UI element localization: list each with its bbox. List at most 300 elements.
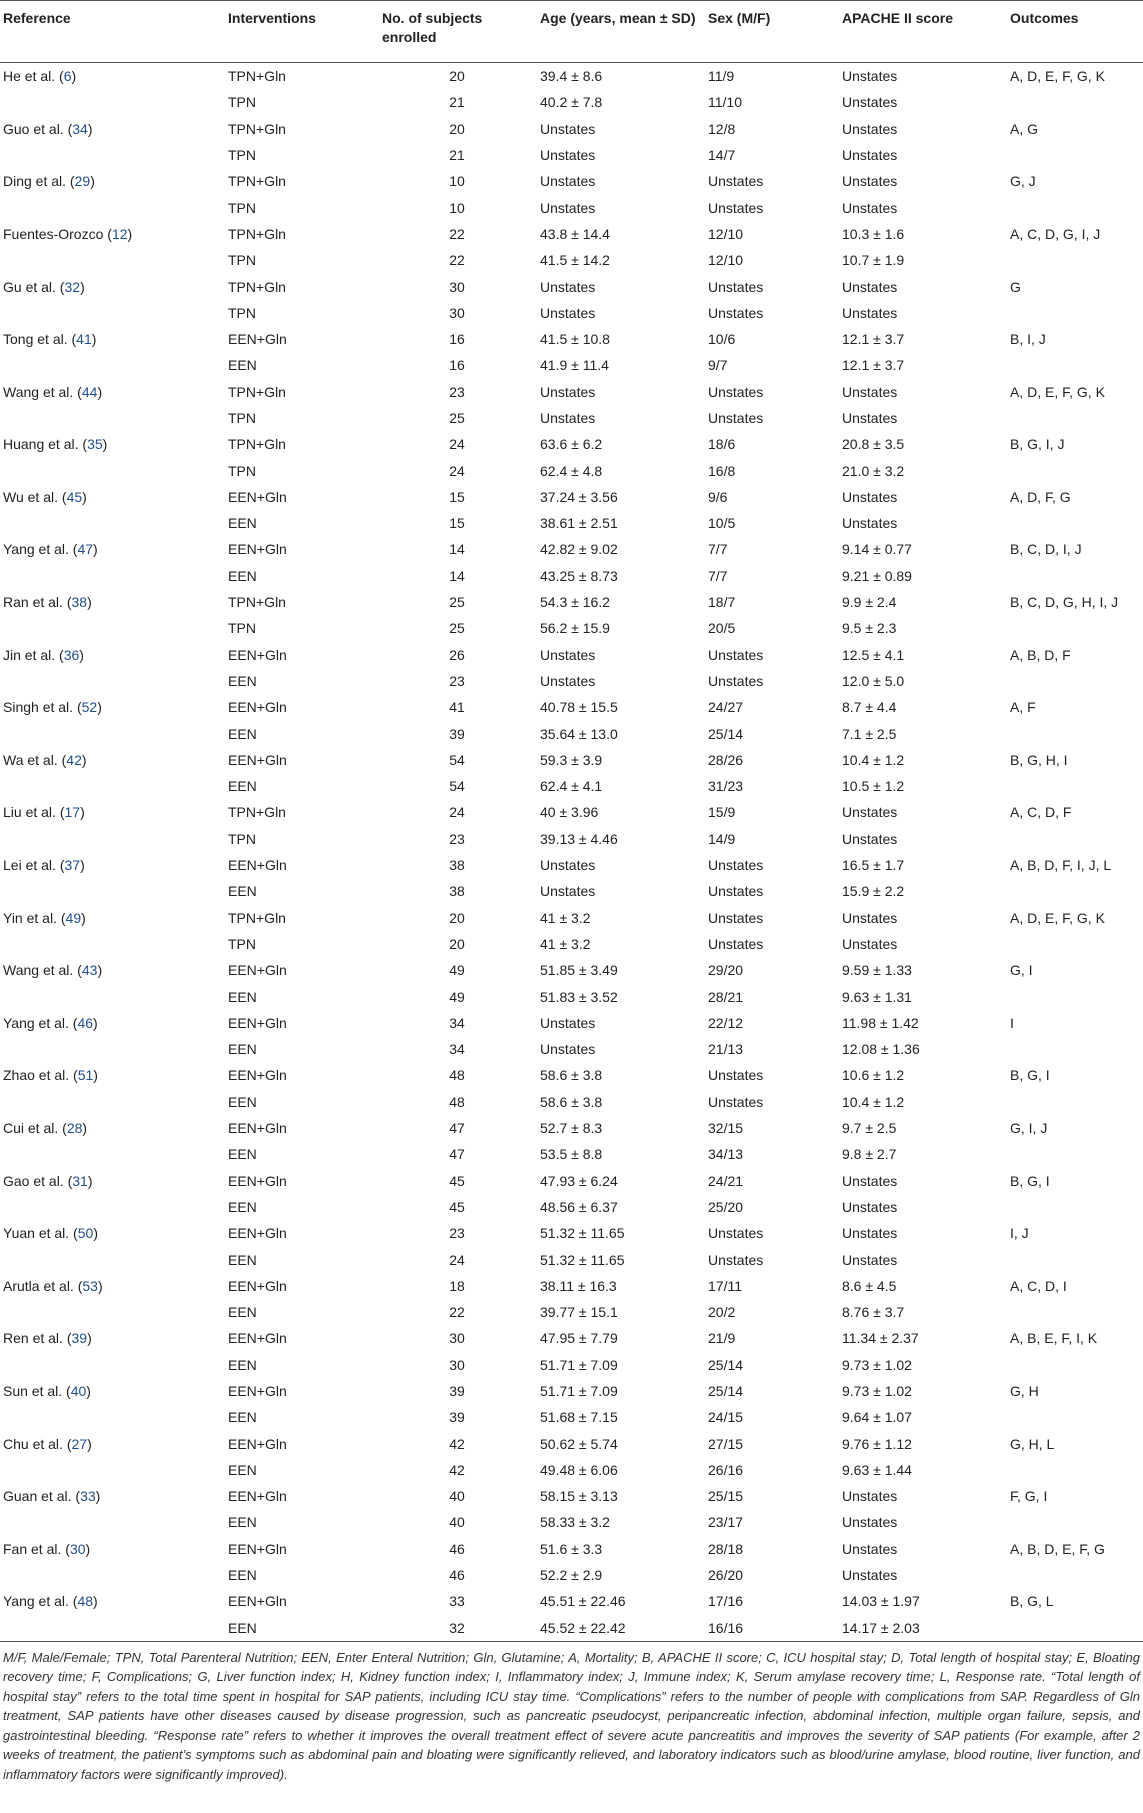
subjects-cell: 42 xyxy=(449,1461,465,1478)
apache-cell: Unstates xyxy=(842,830,898,847)
reference-cell: Zhao et al. (51) xyxy=(3,1067,98,1084)
table-row xyxy=(0,905,1143,931)
citation-link[interactable]: 30 xyxy=(69,1540,86,1557)
sex-cell: 27/15 xyxy=(708,1435,744,1452)
reference-author: Ding et al. xyxy=(3,173,67,190)
sex-cell: 24/15 xyxy=(708,1409,744,1426)
table-row xyxy=(0,247,1143,273)
citation-link[interactable]: 32 xyxy=(64,278,81,295)
reference-cell xyxy=(0,510,224,536)
age-cell: Unstates xyxy=(540,410,596,426)
age-cell: 35.64 ± 13.0 xyxy=(540,725,618,742)
age-cell: 51.32 ± 11.65 xyxy=(540,1225,625,1242)
age-cell: 51.71 ± 7.09 xyxy=(540,1356,618,1373)
apache-cell: 20.8 ± 3.5 xyxy=(842,436,905,453)
subjects-cell: 16 xyxy=(449,331,465,348)
table-row xyxy=(0,957,1143,983)
age-cell: 40 ± 3.96 xyxy=(540,804,599,821)
apache-cell: 12.0 ± 5.0 xyxy=(842,672,905,689)
outcomes-cell xyxy=(1006,142,1143,168)
intervention-cell: EEN+Gln xyxy=(228,646,287,663)
subjects-cell: 24 xyxy=(449,462,465,479)
outcomes-cell xyxy=(1006,563,1143,589)
citation-link[interactable]: 6 xyxy=(63,68,72,85)
apache-cell: Unstates xyxy=(842,488,898,505)
reference-cell xyxy=(0,300,224,326)
table-row xyxy=(0,589,1143,615)
table-row xyxy=(0,747,1143,773)
age-cell: 50.62 ± 5.74 xyxy=(540,1435,618,1452)
table-row xyxy=(0,1062,1143,1088)
table-row xyxy=(0,1615,1143,1642)
reference-author: Ran et al. xyxy=(3,594,63,611)
apache-cell: Unstates xyxy=(842,515,898,532)
table-row xyxy=(0,852,1143,878)
reference-cell xyxy=(0,1509,224,1535)
apache-cell: 12.1 ± 3.7 xyxy=(842,357,905,374)
subjects-cell: 34 xyxy=(449,1041,465,1058)
citation-link[interactable]: 42 xyxy=(66,751,82,768)
reference-author: Yuan et al. xyxy=(3,1225,70,1242)
outcomes-cell: A, D, E, F, G, K xyxy=(1010,909,1105,926)
apache-cell: 14.17 ± 2.03 xyxy=(838,1615,1006,1642)
reference-cell xyxy=(0,668,224,694)
apache-cell: 9.14 ± 0.77 xyxy=(842,541,912,558)
reference-cell xyxy=(0,1036,224,1062)
table-row xyxy=(0,1036,1143,1062)
apache-cell: Unstates xyxy=(842,147,898,164)
apache-cell: 16.5 ± 1.7 xyxy=(842,857,905,874)
subjects-cell: 20 xyxy=(449,68,465,85)
age-cell: 48.56 ± 6.37 xyxy=(540,1198,618,1215)
sex-cell: Unstates xyxy=(708,646,764,663)
outcomes-cell xyxy=(1006,931,1143,957)
subjects-cell: 22 xyxy=(449,225,465,242)
sex-cell: 24/27 xyxy=(708,699,744,716)
reference-author: Lei et al. xyxy=(3,857,56,874)
subjects-cell: 23 xyxy=(449,1225,465,1242)
reference-cell xyxy=(0,1562,224,1588)
sex-cell: 14/7 xyxy=(708,147,736,164)
reference-cell: Ran et al. (38) xyxy=(3,594,92,611)
reference-author: He et al. xyxy=(3,68,56,85)
citation-link[interactable]: 35 xyxy=(87,436,103,453)
age-cell: 39.4 ± 8.6 xyxy=(540,68,603,85)
reference-cell xyxy=(0,826,224,852)
intervention-cell: EEN+Gln xyxy=(228,751,287,768)
intervention-cell: EEN+Gln xyxy=(228,857,287,874)
citation-link[interactable]: 39 xyxy=(71,1330,88,1347)
intervention-cell: EEN xyxy=(228,1041,257,1058)
header-apache: APACHE II score xyxy=(838,1,1006,63)
reference-cell: Yang et al. (47) xyxy=(3,541,98,558)
citation-link[interactable]: 38 xyxy=(71,594,88,611)
sex-cell: 32/15 xyxy=(708,1120,744,1137)
subjects-cell: 40 xyxy=(449,1488,465,1505)
age-cell: 37.24 ± 3.56 xyxy=(540,488,618,505)
citation-link[interactable]: 53 xyxy=(82,1277,98,1294)
apache-cell: 8.76 ± 3.7 xyxy=(842,1304,905,1321)
age-cell: 58.33 ± 3.2 xyxy=(540,1514,610,1531)
subjects-cell: 42 xyxy=(449,1435,465,1452)
sex-cell: 9/7 xyxy=(708,357,728,374)
subjects-cell: 49 xyxy=(449,988,465,1005)
citation-link[interactable]: 51 xyxy=(77,1067,94,1084)
table-body xyxy=(0,63,1143,1642)
age-cell: 39.13 ± 4.46 xyxy=(540,830,618,847)
subjects-cell: 30 xyxy=(449,1330,465,1347)
table-header xyxy=(0,1,1143,63)
intervention-cell: EEN xyxy=(228,1461,257,1478)
table-row xyxy=(0,983,1143,1009)
reference-cell xyxy=(0,247,224,273)
sex-cell: 20/2 xyxy=(708,1304,736,1321)
citation-link[interactable]: 34 xyxy=(72,120,88,137)
age-cell: 54.3 ± 16.2 xyxy=(540,594,610,611)
subjects-cell: 33 xyxy=(449,1593,465,1610)
apache-cell: 9.73 ± 1.02 xyxy=(842,1382,912,1399)
reference-cell xyxy=(0,352,224,378)
table-row xyxy=(0,221,1143,247)
citation-link[interactable]: 52 xyxy=(81,699,98,716)
citation-link[interactable]: 44 xyxy=(81,383,98,400)
age-cell: 42.82 ± 9.02 xyxy=(540,541,618,558)
outcomes-cell xyxy=(1006,1404,1143,1430)
subjects-cell: 25 xyxy=(449,594,465,611)
subjects-cell: 20 xyxy=(449,935,465,952)
citation-link[interactable]: 33 xyxy=(80,1488,96,1505)
outcomes-cell: A, D, E, F, G, K xyxy=(1010,383,1105,400)
sex-cell: 9/6 xyxy=(708,488,728,505)
age-cell: 51.32 ± 11.65 xyxy=(540,1251,625,1268)
subjects-cell: 40 xyxy=(449,1514,465,1531)
subjects-cell: 45 xyxy=(449,1198,465,1215)
outcomes-cell xyxy=(1006,983,1143,1009)
citation-link[interactable]: 45 xyxy=(66,488,83,505)
subjects-cell: 23 xyxy=(449,383,465,400)
subjects-cell: 16 xyxy=(449,357,465,374)
reference-cell: Fuentes-Orozco (12) xyxy=(3,225,133,242)
subjects-cell: 54 xyxy=(449,778,465,795)
intervention-cell: TPN xyxy=(228,304,256,321)
sex-cell: 25/20 xyxy=(708,1198,744,1215)
apache-cell: Unstates xyxy=(842,383,898,400)
reference-cell: Chu et al. (27) xyxy=(3,1435,92,1452)
age-cell: 47.95 ± 7.79 xyxy=(540,1330,618,1347)
sex-cell: 23/17 xyxy=(708,1514,744,1531)
citation-link[interactable]: 27 xyxy=(71,1435,88,1452)
apache-cell: 9.73 ± 1.02 xyxy=(842,1356,912,1373)
table-row xyxy=(0,720,1143,746)
reference-cell xyxy=(0,1089,224,1115)
outcomes-cell: B, C, D, G, H, I, J xyxy=(1010,594,1119,611)
reference-cell: Guan et al. (33) xyxy=(3,1488,101,1505)
outcomes-cell xyxy=(1006,89,1143,115)
sex-cell: Unstates xyxy=(708,1225,764,1242)
table-row xyxy=(0,1457,1143,1483)
sex-cell: 25/14 xyxy=(708,725,744,742)
sex-cell: 12/10 xyxy=(708,225,744,242)
sex-cell: Unstates xyxy=(708,935,764,952)
table-row xyxy=(0,1483,1143,1509)
age-cell: 47.93 ± 6.24 xyxy=(540,1172,618,1189)
outcomes-cell: A, C, D, G, I, J xyxy=(1010,225,1101,242)
sex-cell: Unstates xyxy=(708,1251,764,1268)
age-cell: 58.15 ± 3.13 xyxy=(540,1488,618,1505)
sex-cell: Unstates xyxy=(708,672,764,689)
reference-cell: Tong et al. (41) xyxy=(3,331,97,348)
reference-cell xyxy=(0,142,224,168)
reference-cell: Singh et al. (52) xyxy=(3,699,102,716)
intervention-cell: EEN xyxy=(228,1251,257,1268)
outcomes-cell: A, B, D, E, F, G xyxy=(1010,1540,1105,1557)
header-interventions: Interventions xyxy=(224,1,378,63)
reference-cell xyxy=(0,1299,224,1325)
apache-cell: 9.64 ± 1.07 xyxy=(842,1409,912,1426)
citation-link[interactable]: 28 xyxy=(66,1120,83,1137)
apache-cell: 10.4 ± 1.2 xyxy=(842,1093,905,1110)
table-row xyxy=(0,878,1143,904)
intervention-cell: EEN+Gln xyxy=(228,541,287,558)
table-row xyxy=(0,379,1143,405)
reference-author: Fan et al. xyxy=(3,1540,62,1557)
sex-cell: Unstates xyxy=(708,1093,764,1110)
citation-link[interactable]: 31 xyxy=(72,1172,88,1189)
reference-author: Gu et al. xyxy=(3,278,56,295)
citation-link[interactable]: 12 xyxy=(111,225,128,242)
apache-cell: 11.34 ± 2.37 xyxy=(842,1330,919,1347)
outcomes-cell xyxy=(1006,615,1143,641)
reference-cell: Arutla et al. (53) xyxy=(3,1277,103,1294)
intervention-cell: EEN+Gln xyxy=(228,1435,287,1452)
table-row xyxy=(0,1509,1143,1535)
table-row xyxy=(0,194,1143,220)
age-cell: Unstates xyxy=(540,278,596,295)
age-cell: Unstates xyxy=(540,1014,596,1031)
apache-cell: 14.03 ± 1.97 xyxy=(842,1593,920,1610)
subjects-cell: 38 xyxy=(449,857,465,874)
intervention-cell: EEN xyxy=(228,883,257,900)
table-row xyxy=(0,1352,1143,1378)
subjects-cell: 24 xyxy=(449,804,465,821)
reference-cell xyxy=(0,1141,224,1167)
age-cell: Unstates xyxy=(540,1041,596,1058)
table-row xyxy=(0,352,1143,378)
sex-cell: 28/18 xyxy=(708,1540,744,1557)
outcomes-cell xyxy=(1006,352,1143,378)
header-outcomes: Outcomes xyxy=(1006,1,1143,63)
subjects-cell: 14 xyxy=(449,541,465,558)
citation-link[interactable]: 49 xyxy=(65,909,82,926)
apache-cell: Unstates xyxy=(842,1225,898,1242)
apache-cell: Unstates xyxy=(842,410,898,426)
outcomes-cell: I xyxy=(1010,1014,1014,1031)
table-row xyxy=(0,431,1143,457)
reference-author: Ren et al. xyxy=(3,1330,63,1347)
citation-link[interactable]: 36 xyxy=(63,646,80,663)
reference-author: Sun et al. xyxy=(3,1382,63,1399)
outcomes-cell: I, J xyxy=(1010,1225,1029,1242)
citation-link[interactable]: 29 xyxy=(74,173,91,190)
citation-link[interactable]: 50 xyxy=(77,1225,94,1242)
sex-cell: 15/9 xyxy=(708,804,736,821)
reference-author: Wu et al. xyxy=(3,488,58,505)
outcomes-cell: G, I xyxy=(1010,962,1033,979)
reference-cell xyxy=(0,194,224,220)
intervention-cell: TPN xyxy=(228,147,256,164)
citation-link[interactable]: 46 xyxy=(77,1014,94,1031)
reference-cell: Yin et al. (49) xyxy=(3,909,86,926)
age-cell: Unstates xyxy=(540,646,596,663)
intervention-cell: EEN xyxy=(228,1198,257,1215)
sex-cell: 28/21 xyxy=(708,988,744,1005)
age-cell: 53.5 ± 8.8 xyxy=(540,1146,603,1163)
outcomes-cell: A, B, D, F, I, J, L xyxy=(1010,857,1112,874)
outcomes-cell: B, G, I xyxy=(1010,1172,1050,1189)
reference-author: Zhao et al. xyxy=(3,1067,70,1084)
reference-author: Cui et al. xyxy=(3,1120,59,1137)
reference-cell: Huang et al. (35) xyxy=(3,436,108,453)
intervention-cell: TPN xyxy=(228,199,256,216)
citation-link[interactable]: 17 xyxy=(64,804,81,821)
table-row xyxy=(0,799,1143,825)
subjects-cell: 47 xyxy=(449,1120,465,1137)
age-cell: 62.4 ± 4.1 xyxy=(540,778,603,795)
outcomes-cell xyxy=(1006,1615,1143,1642)
intervention-cell: TPN+Gln xyxy=(228,225,286,242)
outcomes-cell xyxy=(1006,826,1143,852)
reference-author: Tong et al. xyxy=(3,331,68,348)
sex-cell: 25/14 xyxy=(708,1356,744,1373)
outcomes-cell xyxy=(1006,1246,1143,1272)
age-cell: 56.2 ± 15.9 xyxy=(540,620,610,637)
reference-author: Fuentes-Orozco xyxy=(3,225,104,242)
age-cell: 41.9 ± 11.4 xyxy=(540,357,609,374)
intervention-cell: TPN+Gln xyxy=(228,173,286,190)
intervention-cell: EEN+Gln xyxy=(228,1330,287,1347)
reference-cell: Ren et al. (39) xyxy=(3,1330,92,1347)
reference-cell xyxy=(0,405,224,431)
subjects-cell: 24 xyxy=(449,436,465,453)
apache-cell: Unstates xyxy=(842,304,898,321)
age-cell: 40.78 ± 15.5 xyxy=(540,699,618,716)
intervention-cell: EEN xyxy=(228,1567,257,1584)
table-row xyxy=(0,168,1143,194)
outcomes-cell xyxy=(1006,457,1143,483)
citation-link[interactable]: 48 xyxy=(77,1593,94,1610)
sex-cell: 31/23 xyxy=(708,778,744,795)
intervention-cell: EEN+Gln xyxy=(228,1277,287,1294)
subjects-cell: 48 xyxy=(449,1067,465,1084)
apache-cell: Unstates xyxy=(842,1540,898,1557)
intervention-cell: EEN+Gln xyxy=(228,1382,287,1399)
sex-cell: 21/9 xyxy=(708,1330,736,1347)
reference-author: Wang et al. xyxy=(3,383,74,400)
apache-cell: Unstates xyxy=(842,935,898,952)
citation-link[interactable]: 40 xyxy=(70,1382,87,1399)
table-row xyxy=(0,116,1143,142)
sex-cell: Unstates xyxy=(708,278,764,295)
sex-cell: Unstates xyxy=(708,410,764,426)
table-row xyxy=(0,1246,1143,1272)
table-row xyxy=(0,694,1143,720)
table-row xyxy=(0,1010,1143,1036)
subjects-cell: 32 xyxy=(378,1615,536,1642)
intervention-cell: EEN+Gln xyxy=(228,1014,287,1031)
citation-link[interactable]: 47 xyxy=(77,541,94,558)
intervention-cell: EEN+Gln xyxy=(228,1120,287,1137)
sex-cell: 25/14 xyxy=(708,1382,744,1399)
age-cell: 39.77 ± 15.1 xyxy=(540,1304,618,1321)
apache-cell: Unstates xyxy=(842,1567,898,1584)
reference-author: Yin et al. xyxy=(3,909,57,926)
outcomes-cell xyxy=(1006,405,1143,431)
reference-cell xyxy=(0,89,224,115)
outcomes-cell xyxy=(1006,1352,1143,1378)
outcomes-cell: A, B, E, F, I, K xyxy=(1010,1330,1098,1347)
intervention-cell: EEN xyxy=(228,567,257,584)
reference-cell xyxy=(0,1615,224,1642)
age-cell: Unstates xyxy=(540,173,596,190)
apache-cell: 9.9 ± 2.4 xyxy=(842,594,897,611)
outcomes-cell: F, G, I xyxy=(1010,1488,1048,1505)
table-row xyxy=(0,1430,1143,1456)
table-row xyxy=(0,1089,1143,1115)
citation-link[interactable]: 43 xyxy=(81,962,98,979)
reference-cell xyxy=(0,1194,224,1220)
sex-cell: 11/9 xyxy=(708,68,735,85)
apache-cell: Unstates xyxy=(842,199,898,216)
subjects-cell: 23 xyxy=(449,830,465,847)
citation-link[interactable]: 41 xyxy=(76,331,92,348)
reference-cell xyxy=(0,1246,224,1272)
intervention-cell: TPN xyxy=(228,620,256,637)
citation-link[interactable]: 37 xyxy=(64,857,81,874)
intervention-cell: TPN+Gln xyxy=(228,436,286,453)
reference-cell: Ding et al. (29) xyxy=(3,173,95,190)
table-row xyxy=(0,142,1143,168)
subjects-cell: 39 xyxy=(449,1382,465,1399)
reference-cell: Wu et al. (45) xyxy=(3,488,87,505)
subjects-cell: 25 xyxy=(449,620,465,637)
sex-cell: 10/5 xyxy=(708,515,736,532)
subjects-cell: 15 xyxy=(449,515,465,532)
outcomes-cell: G, J xyxy=(1010,173,1036,190)
outcomes-cell: A, B, D, F xyxy=(1010,646,1071,663)
table-row xyxy=(0,826,1143,852)
apache-cell: 9.63 ± 1.31 xyxy=(842,988,912,1005)
sex-cell: 7/7 xyxy=(708,567,728,584)
age-cell: 58.6 ± 3.8 xyxy=(540,1093,603,1110)
reference-author: Huang et al. xyxy=(3,436,79,453)
intervention-cell: EEN xyxy=(224,1615,378,1642)
apache-cell: 9.59 ± 1.33 xyxy=(842,962,912,979)
outcomes-cell: A, G xyxy=(1010,120,1039,137)
age-cell: 43.25 ± 8.73 xyxy=(540,567,618,584)
intervention-cell: EEN xyxy=(228,1093,257,1110)
intervention-cell: EEN xyxy=(228,515,257,532)
age-cell: 51.85 ± 3.49 xyxy=(540,962,618,979)
age-cell: Unstates xyxy=(540,672,596,689)
reference-cell: Jin et al. (36) xyxy=(3,646,84,663)
sex-cell: Unstates xyxy=(708,383,764,400)
apache-cell: 9.63 ± 1.44 xyxy=(842,1461,912,1478)
reference-author: Liu et al. xyxy=(3,804,56,821)
subjects-cell: 22 xyxy=(449,252,465,269)
sex-cell: 18/6 xyxy=(708,436,736,453)
table-row xyxy=(0,1115,1143,1141)
apache-cell: Unstates xyxy=(842,278,898,295)
